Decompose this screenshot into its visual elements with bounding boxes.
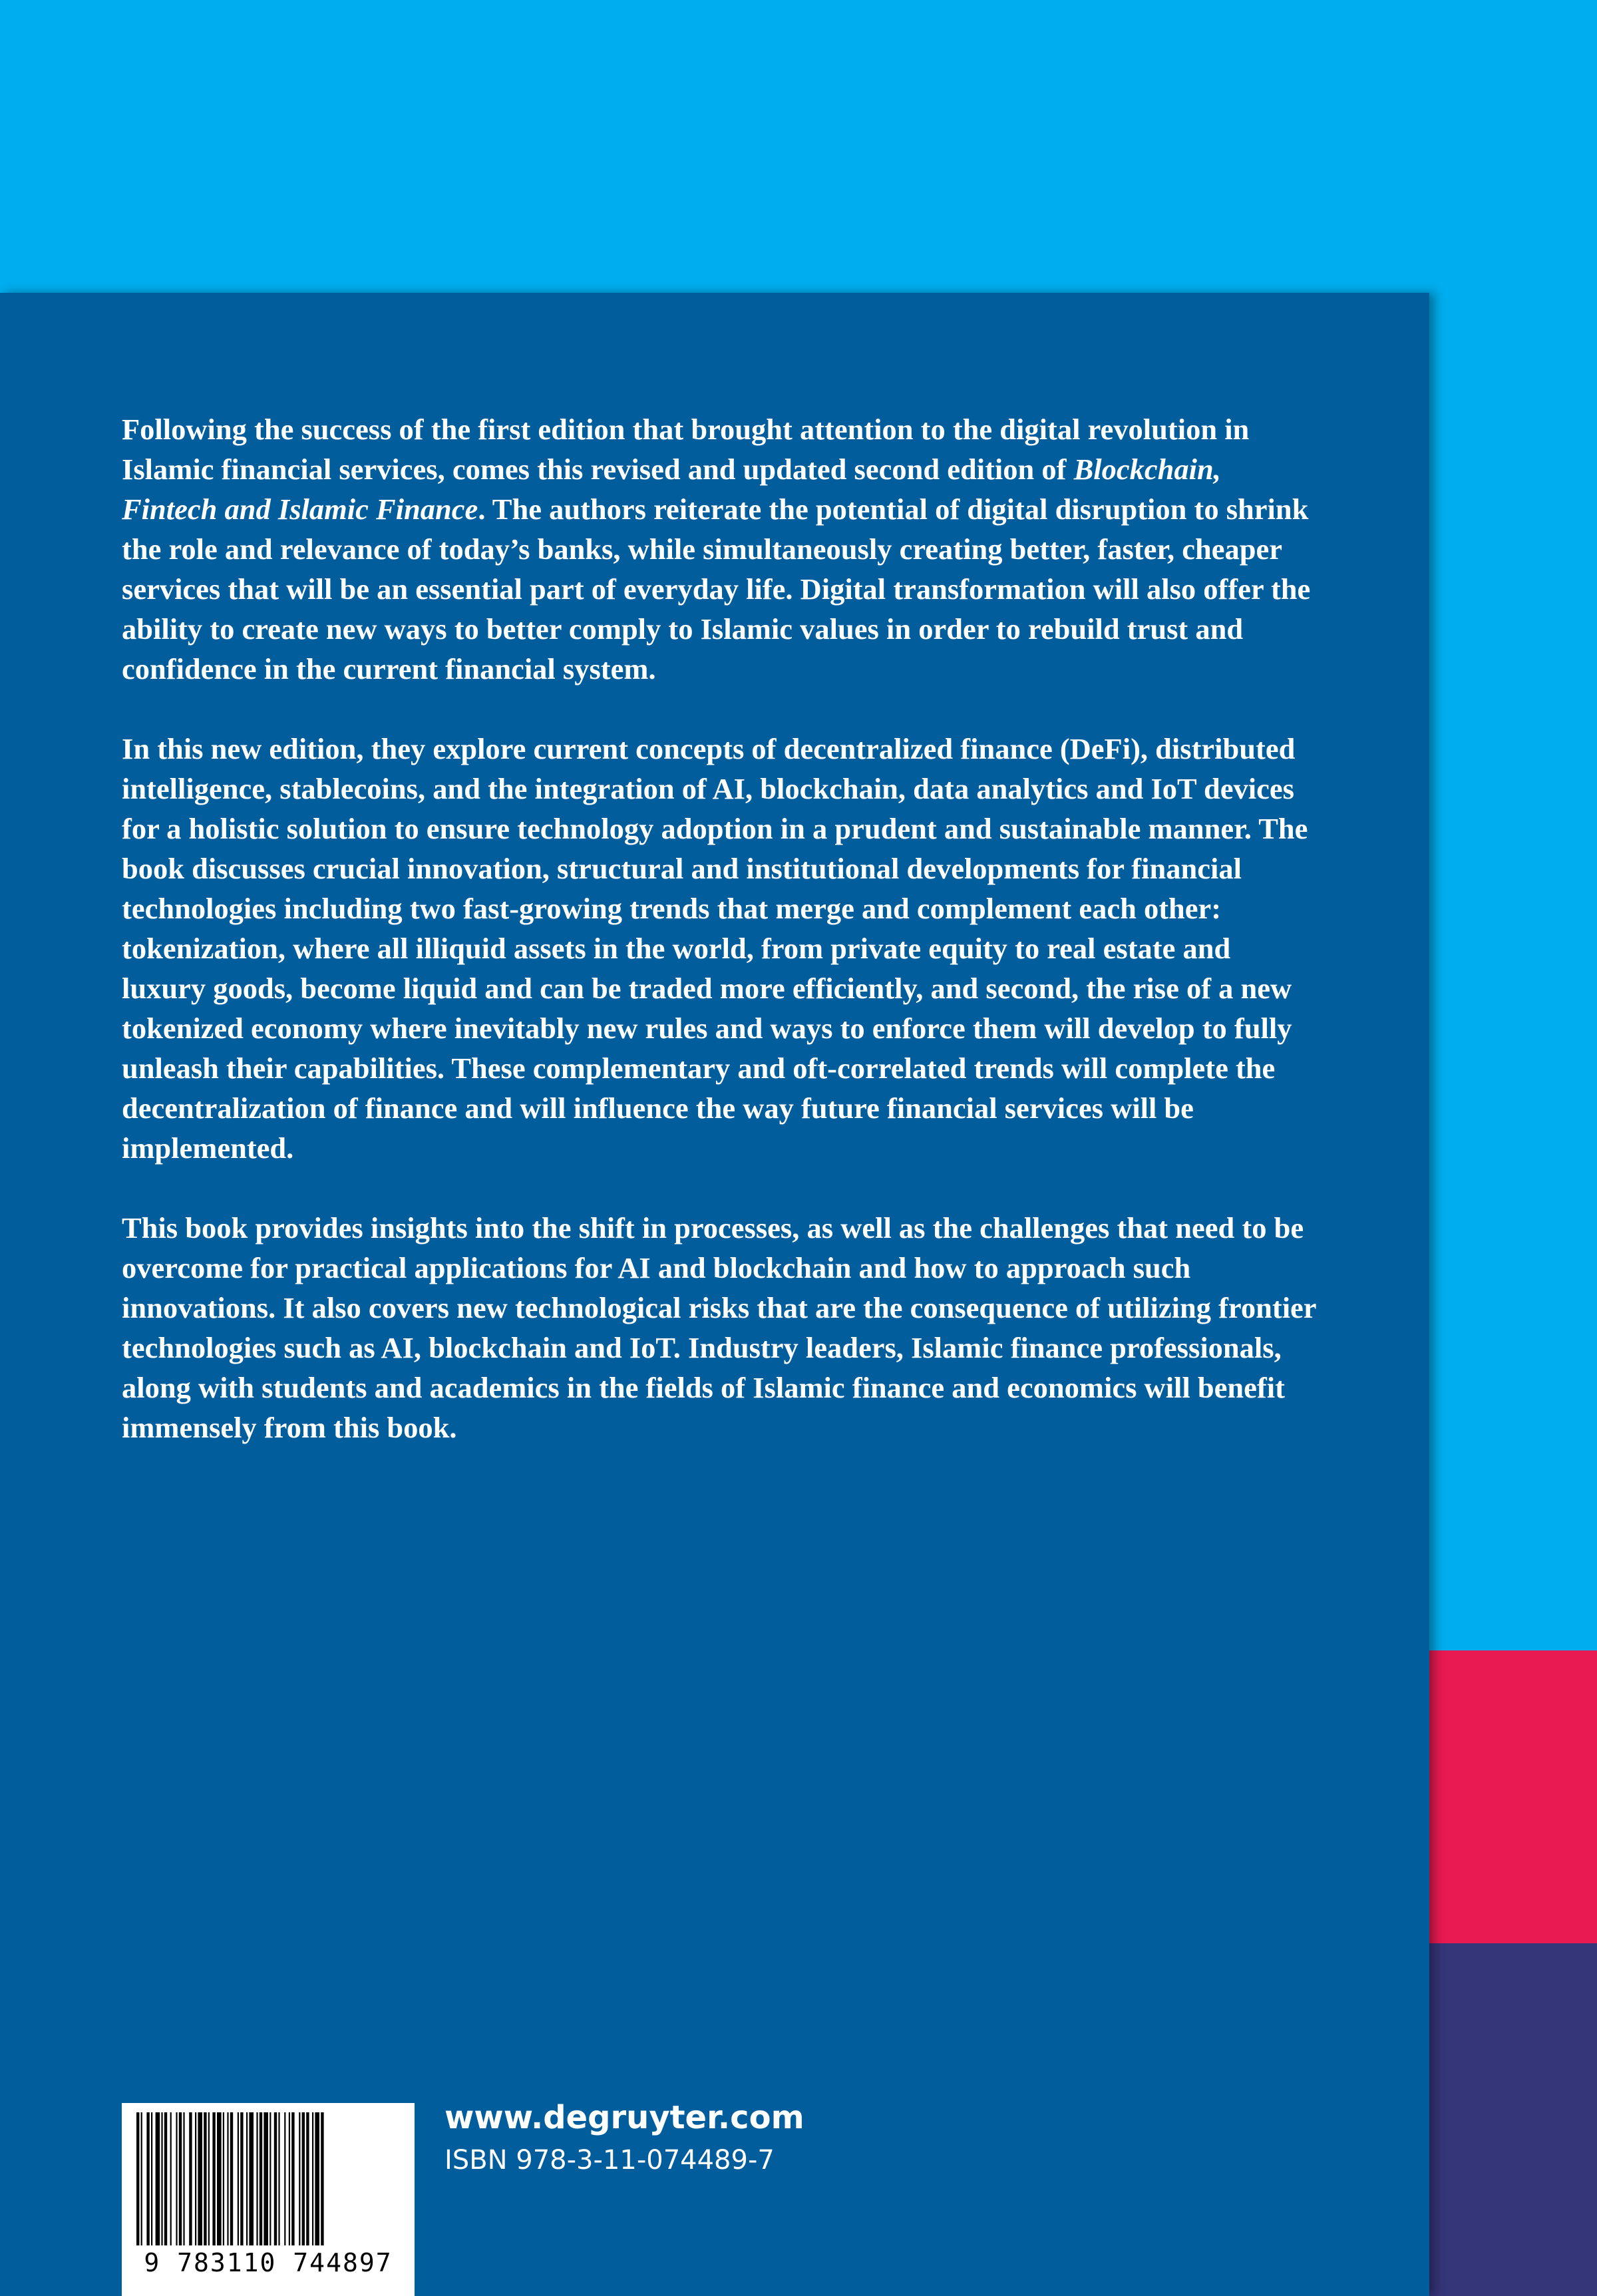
barcode-bar bbox=[246, 2112, 248, 2245]
barcode-bar bbox=[208, 2112, 210, 2245]
barcode-bar bbox=[240, 2112, 243, 2245]
barcode-digits: 9 783110 744897 bbox=[144, 2248, 393, 2277]
barcode-bar bbox=[256, 2112, 258, 2245]
barcode-bar bbox=[312, 2112, 313, 2245]
barcode-bar bbox=[164, 2112, 167, 2245]
barcode-bar bbox=[179, 2112, 182, 2245]
isbn-barcode bbox=[122, 2103, 415, 2296]
purple-accent-block bbox=[1427, 1943, 1597, 2296]
barcode-bar bbox=[146, 2112, 149, 2245]
barcode-bar bbox=[198, 2112, 202, 2245]
barcode-bar bbox=[260, 2112, 262, 2245]
barcode-bar bbox=[230, 2112, 233, 2245]
blurb-paragraph-2: In this new edition, they explore current concepts of decentralized finance (DeFi), distributed intelligence, stablecoins, and the integration of AI, blockchain, data analytics and IoT devices for a holistic solution to ensure technology adoption in a prudent and sustainable manner. The book discusses crucial innovation, structural and institutional developments for financial technologies including two fast-growing trends that merge and complement each other: tokenization, where all illiquid assets in the world, from private equity to real estate and luxury goods, become liquid and can be traded more efficiently, and second, the rise of a new tokenized economy where inevitably new rules and ways to enforce them will develop to fully unleash their capabilities. These complementary and oft-correlated trends will complete the decentralization of finance and will influence the way future financial services will be implemented. bbox=[122, 732, 1308, 1165]
barcode-bar bbox=[227, 2112, 228, 2245]
blurb-p1-intro: Following the success of the first edition that brought attention to the digital revolution in Islamic financial services, comes this revised and updated second edition of bbox=[122, 413, 1250, 486]
barcode-bar bbox=[264, 2112, 268, 2245]
barcode-bar bbox=[306, 2112, 309, 2245]
barcode-bar bbox=[156, 2112, 160, 2245]
barcode-bar bbox=[274, 2112, 277, 2245]
book-title-italic: Blockchain, Fintech and Islamic Finance bbox=[122, 453, 1221, 526]
barcode-bar bbox=[238, 2112, 239, 2245]
barcode-bar bbox=[141, 2112, 142, 2245]
barcode-bar bbox=[217, 2112, 222, 2245]
barcode-bar bbox=[170, 2112, 172, 2245]
barcode-bar bbox=[176, 2112, 177, 2245]
barcode-bar bbox=[284, 2112, 285, 2245]
barcode-bar bbox=[315, 2112, 319, 2245]
barcode-bar bbox=[278, 2112, 279, 2245]
barcode-bar bbox=[302, 2112, 305, 2245]
barcode-bar bbox=[183, 2112, 184, 2245]
barcode-bar bbox=[321, 2112, 323, 2245]
barcode-bar bbox=[291, 2112, 294, 2245]
blurb-paragraph-1 bbox=[122, 409, 1320, 689]
publisher-website: www.degruyter.com bbox=[444, 2099, 804, 2136]
book-blurb bbox=[122, 409, 1320, 1487]
blurb-paragraph-3: This book provides insights into the shift in processes, as well as the challenges that need to be overcome for practical applications for AI and blockchain and how to approach such innovations. It also covers new technological risks that are the consequence of utilizing frontier technologies such as AI, blockchain and IoT. Industry leaders, Islamic finance professionals, along with students and academics in the fields of Islamic finance and economics will benefit immensely from this book. bbox=[122, 1211, 1316, 1444]
barcode-bar bbox=[151, 2112, 152, 2245]
barcode-bar bbox=[299, 2112, 300, 2245]
barcode-bar bbox=[136, 2112, 139, 2245]
barcode-bar bbox=[212, 2112, 215, 2245]
barcode-bar bbox=[289, 2112, 290, 2245]
barcode-bar bbox=[195, 2112, 196, 2245]
barcode-bar bbox=[189, 2112, 192, 2245]
blurb-p1-rest: . The authors reiterate the potential of digital disruption to shrink the role and relevance of today’s banks, while simultaneously creating better, faster, cheaper services that will be an essential part of everyday life. Digital transformation will also offer the ability to create new ways to better comply to Islamic values in order to rebuild trust and confidence in the current financial system. bbox=[122, 492, 1311, 685]
barcode-icon bbox=[135, 2112, 401, 2245]
barcode-bar bbox=[204, 2112, 206, 2245]
barcode-bar bbox=[269, 2112, 271, 2245]
barcode-bar bbox=[249, 2112, 254, 2245]
barcode-bar bbox=[223, 2112, 224, 2245]
red-accent-block bbox=[1427, 1650, 1597, 1943]
barcode-bar bbox=[161, 2112, 162, 2245]
isbn-number: ISBN 978-3-11-074489-7 bbox=[444, 2145, 775, 2176]
